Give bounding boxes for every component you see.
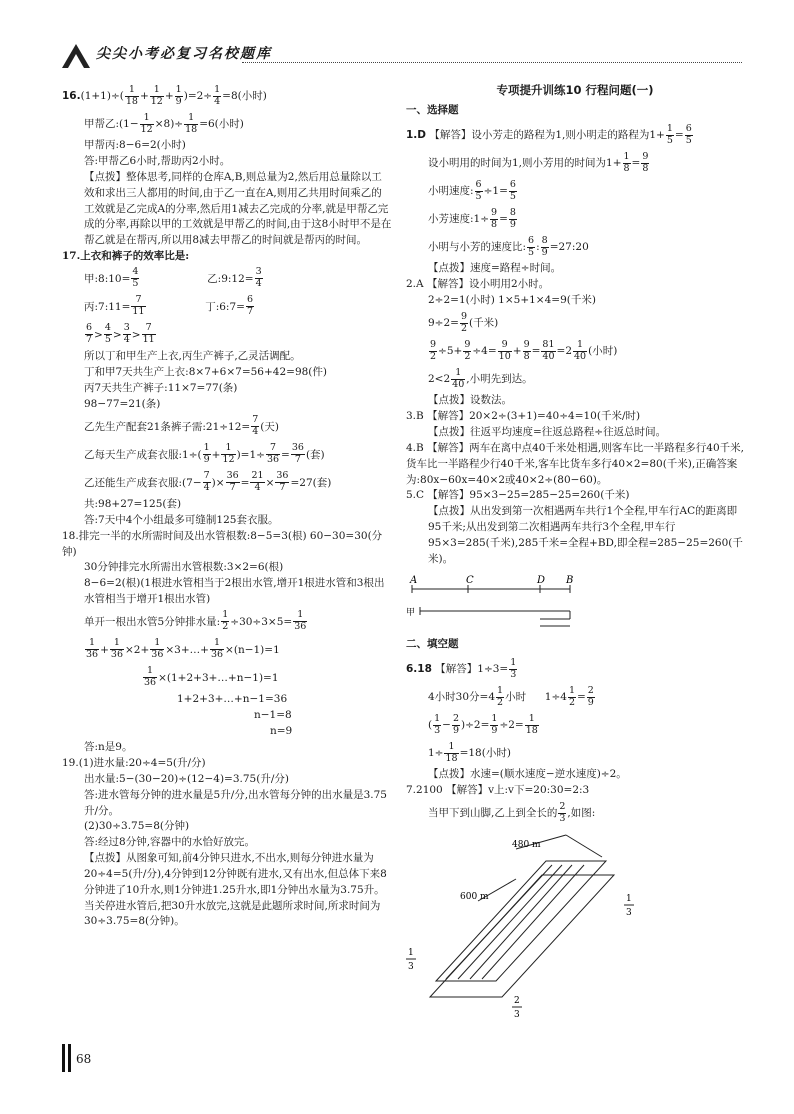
- q19-line2: 出水量:5−(30−20)÷(12−4)=3.75(升/分): [84, 772, 289, 785]
- q17-bing-ding: 丙:7:11= $\frac{7}{11}$ 丁:6:7= $\frac{6}{7}$: [84, 294, 253, 318]
- q16-line4: 答:甲帮乙6小时,帮助丙2小时。: [84, 155, 231, 167]
- r-q6-line4: 1÷ $\frac{1}{18}$ =18(小时): [428, 740, 511, 764]
- q16-line3: 甲帮丙:8−6=2(小时): [84, 139, 186, 151]
- q17-line4: 丙7天共生产裤子:11×7=77(条): [84, 381, 238, 394]
- label-A: A: [410, 575, 418, 587]
- q18-line4: 单开一根出水管5分钟排水量: $\frac{1}{2}$ ÷30÷3×5= $\frac{1}{36}$: [84, 609, 307, 633]
- page-bar-right: [68, 1044, 71, 1072]
- q19-line1: 19.(1)进水量:20÷4=5(升/分): [62, 756, 206, 769]
- q18-line3: 8−6=2(根)(1根进水管相当于2根出水管,增开1根进水管和3根出水管相当于增开1根出水管): [84, 577, 385, 605]
- r-q1-line3: 小明速度: $\frac{6}{5}$ ÷1= $\frac{6}{5}$: [428, 178, 516, 202]
- label-frac-2-3-den: 3: [514, 1010, 520, 1020]
- page-header: [62, 40, 742, 68]
- q7-figure: [406, 831, 744, 1031]
- r-q1-tip: 【点拨】速度=路程÷时间。: [428, 262, 562, 274]
- r-q1-line2: 设小明用的时间为1,则小芳用的时间为1+ $\frac{1}{8}$ = $\frac{9}{8}$: [428, 150, 649, 174]
- q18-line1: 18.排完一半的水所需时间及出水管根数:8−5=3(根) 60−30=30(分钟): [62, 529, 383, 558]
- r-q2-line2: 2÷2=1(小时) 1×5+1×4=9(千米): [428, 294, 596, 306]
- r-q1-line5: 小明与小芳的速度比: $\frac{6}{5}$ : $\frac{8}{9}$ =27:20: [428, 234, 589, 258]
- r-q1-line1: 1.D 【解答】设小芳走的路程为1,则小明走的路程为1+ $\frac{1}{5}$ = $\frac{6}{5}$: [406, 122, 692, 146]
- q17-line8: 乙还能生产成套衣服:(7− $\frac{7}{4}$ )× $\frac{36}{7}$ = $\frac{21}{4}$ × $\frac{36}{7}$ =27(套): [84, 470, 332, 494]
- left-column: [62, 82, 392, 930]
- section1-heading: 一、选择题: [406, 104, 459, 117]
- label-frac-1-3-a-den: 3: [626, 908, 632, 918]
- q18-line7: 1+2+3+…+n−1=36: [177, 692, 288, 705]
- page-number: [62, 1044, 122, 1074]
- q19-line4: (2)30÷3.75=8(分钟): [84, 820, 190, 833]
- q17-compare: $\frac{6}{7}$ > $\frac{4}{5}$ > $\frac{3}{4}$ > $\frac{7}{11}$: [86, 322, 155, 346]
- q18-line6: $\frac{1}{36}$ ×(1+2+3+…+n−1)=1: [144, 665, 279, 689]
- section-title: 专项提升训练10 行程问题(一): [496, 83, 654, 97]
- label-C: C: [466, 575, 474, 587]
- q17-line7: 乙每天生产成套衣服:1÷( $\frac{1}{9}$ + $\frac{1}{12}$ )=1÷ $\frac{7}{36}$ = $\frac{36}{7}$ (套): [84, 442, 325, 466]
- q17-line6: 乙先生产配套21条裤子需:21÷12= $\frac{7}{4}$ (天): [84, 414, 279, 438]
- q19-tip: 【点拨】从图象可知,前4分钟只进水,不出水,则每分钟进水量为20÷4=5(升/分),4分钟到12分钟既有进水,又有出水,但总体下来8分钟进了10升水,则1分钟进1.25升水,即1分钟出水量为3.75升。当关停进水管后,把30升水放完,这就是此题所求时间,所求时间为30÷3.75=8(分钟)。: [84, 852, 387, 928]
- r-q7-line2: 当甲下到山脚,乙上到全长的 $\frac{2}{3}$ ,如图:: [428, 800, 596, 824]
- header-decoration-icon: [62, 40, 90, 68]
- r-q4-line1: 4.B 【解答】两车在离中点40千米处相遇,则客车比一半路程多行40千米,货车比一半路程少行40千米,客车比货车多行40×2=80(千米),正确答案为:80x−60x=40×2或40×2÷(80−60)。: [406, 442, 744, 486]
- label-frac-1-3-b-num: 1: [408, 948, 414, 958]
- q17-line5: 98−77=21(条): [84, 397, 161, 410]
- q18-line5: $\frac{1}{36}$ + $\frac{1}{36}$ ×2+ $\frac{1}{36}$ ×3+…+ $\frac{1}{36}$ ×(n−1)=1: [86, 637, 280, 661]
- q19-line5: 答:经过8分钟,容器中的水恰好放完。: [84, 836, 256, 849]
- label-frac-1-3-a-num: 1: [626, 894, 632, 904]
- r-q2-line4: $\frac{9}{2}$ ÷5+ $\frac{9}{2}$ ÷4= $\frac{9}{10}$ + $\frac{9}{8}$ = $\frac{81}{40}$ =2 $\frac{1}{40}$ (小时): [430, 338, 618, 362]
- label-frac-1-3-b-den: 3: [408, 962, 414, 972]
- header-title: 尖尖小考必复习名校题库: [96, 46, 272, 62]
- q16-tip: 【点拨】整体思考,同样的仓库A,B,则总量为2,然后用总量除以工效和求出三人都用的时间,由于乙一直在A,则用乙共用时间乘乙的工效就是乙完成A的分率,然后用1减去乙完成的分率,就是甲帮乙完成的分率,再除以甲的工效就是甲帮乙的时间,由于这8小时甲不是在帮乙就是在帮丙,所以用8减去甲帮乙的时间就是帮丙的时间。: [84, 171, 392, 246]
- label-frac-2-3-num: 2: [514, 996, 520, 1006]
- r-q2-line3: 9÷2= $\frac{9}{2}$ (千米): [428, 310, 499, 334]
- r-q5-tip: 【点拨】从出发到第一次相遇两车共行1个全程,甲车行AC的距离即95千米;从出发到第二次相遇两车共行3个全程,甲车行95×3=285(千米),285千米=全程+BD,即全程=285−25=260(千米)。: [428, 505, 743, 565]
- q5-figure: [406, 571, 744, 633]
- q16-line1: 16.(1+1)÷( $\frac{1}{18}$ + $\frac{1}{12}$ + $\frac{1}{9}$ )=2÷ $\frac{1}{4}$ =8(小时): [62, 83, 267, 107]
- r-q6-line1: 6.18 【解答】1÷3= $\frac{1}{3}$: [406, 656, 517, 680]
- r-q2-tip: 【点拨】设数法。: [428, 394, 512, 406]
- q18-line2: 30分钟排完水所需出水管根数:3×2=6(根): [84, 561, 284, 574]
- label-B: B: [566, 575, 574, 587]
- q17-jia-yi: 甲:8:10= $\frac{4}{5}$ 乙:9:12= $\frac{3}{4}$: [84, 266, 262, 290]
- r-q2-line1: 2.A 【解答】设小明用2小时。: [406, 278, 550, 290]
- q18-line9: n=9: [270, 724, 293, 737]
- label-480m: 480 m: [512, 840, 541, 850]
- r-q2-line5: 2<2 $\frac{1}{40}$ ,小明先到达。: [428, 366, 533, 390]
- q17-line10: 答:7天中4个小组最多可缝制125套衣服。: [84, 513, 279, 526]
- section2-heading: 二、填空题: [406, 638, 459, 651]
- q17-line3: 丁和甲7天共生产上衣:8×7+6×7=56+42=98(件): [84, 365, 328, 378]
- q17-line2: 所以丁和甲生产上衣,丙生产裤子,乙灵活调配。: [84, 349, 301, 362]
- r-q7-line1: 7.2100 【解答】v上:v下=20:30=2:3: [406, 784, 590, 796]
- q17-line9: 共:98+27=125(套): [84, 497, 182, 510]
- page-bar-left: [62, 1044, 65, 1072]
- page-number-text: 68: [76, 1052, 92, 1066]
- right-column: [406, 82, 744, 1031]
- r-q6-tip: 【点拨】水速=(顺水速度−逆水速度)÷2。: [428, 768, 627, 780]
- r-q3-line1: 3.B 【解答】20×2÷(3+1)=40÷4=10(千米/时): [406, 410, 641, 422]
- q16-line2: 甲帮乙:(1− $\frac{1}{12}$ ×8)÷ $\frac{1}{18}$ =6(小时): [84, 111, 244, 135]
- q19-line3: 答:进水管每分钟的进水量是5升/分,出水管每分钟的出水量是3.75升/分。: [84, 788, 387, 817]
- r-q6-line2: 4小时30分=4 $\frac{1}{2}$ 小时 1÷4 $\frac{1}{2}$ = $\frac{2}{9}$: [428, 684, 594, 708]
- r-q3-tip: 【点拨】往返平均速度=往返总路程÷往返总时间。: [428, 426, 667, 438]
- r-q1-line4: 小芳速度:1÷ $\frac{9}{8}$ = $\frac{8}{9}$: [428, 206, 516, 230]
- q5-diagram: [406, 571, 744, 633]
- label-D: D: [537, 575, 546, 587]
- r-q5-line1: 5.C 【解答】95×3−25=285−25=260(千米): [406, 489, 630, 502]
- q7-diagram: [406, 831, 744, 1031]
- q18-line8: n−1=8: [254, 708, 292, 721]
- header-rule: [242, 62, 742, 63]
- q17-line1: 17.上衣和裤子的效率比是:: [62, 249, 190, 262]
- label-jia: 甲: [406, 608, 416, 619]
- q18-line10: 答:n是9。: [84, 740, 133, 753]
- r-q6-line3: ( $\frac{1}{3}$ − $\frac{2}{9}$ )÷2= $\frac{1}{9}$ ÷2= $\frac{1}{18}$: [428, 712, 538, 736]
- label-600m: 600 m: [460, 892, 489, 902]
